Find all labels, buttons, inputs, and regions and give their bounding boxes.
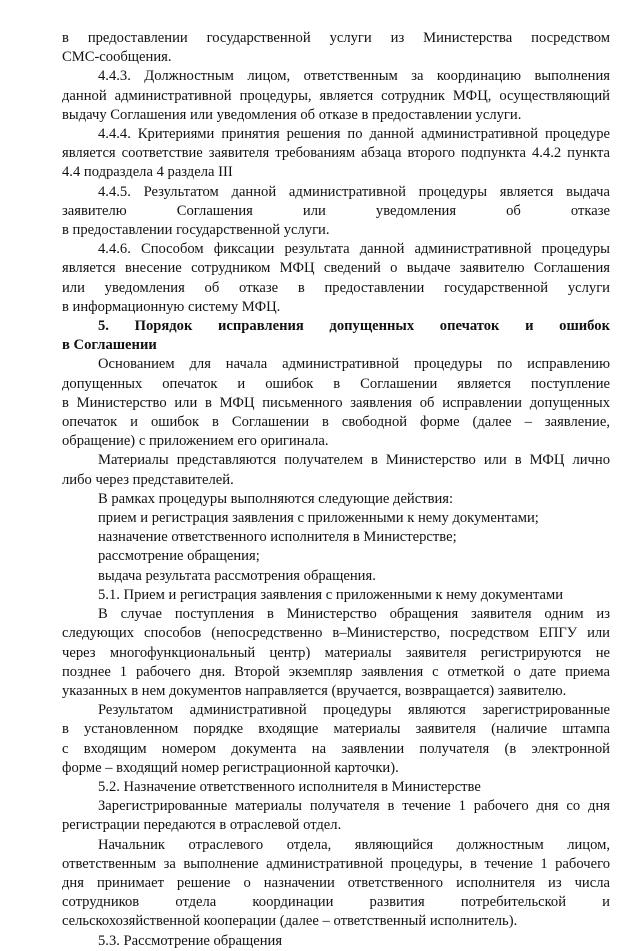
text-line: В случае поступления в Министерство обращения заявителя одним из [98,606,610,623]
text-line: является внесение сотрудником МФЦ сведений о выдаче заявителю Соглашения [62,260,610,277]
text-line: в установленном порядке входящие материалы заявителя (наличие штампа [62,721,610,738]
document-paragraph [62,932,610,951]
text-line: обращение) с приложением его оригинала. [62,433,329,450]
document-paragraph [62,29,610,67]
text-line: сельскохозяйственной кооперации (далее – ответственный исполнитель). [62,913,518,930]
document-paragraph [62,547,610,566]
document-paragraph [62,490,610,509]
text-line: 4.4 подраздела 4 раздела III [62,164,233,181]
text-line: сотрудников отдела координации развития потребительской и [62,894,610,911]
text-line: 4.4.6. Способом фиксации результата данной административной процедуры [98,241,610,258]
document-paragraph [62,567,610,586]
document-paragraph [62,509,610,528]
text-line: Начальник отраслевого отдела, являющийся должностным лицом, [98,836,610,853]
text-line: в Соглашении [62,337,157,354]
text-line: 5.3. Рассмотрение обращения [98,932,283,949]
document-paragraph [62,183,610,241]
text-line: следующих способов (непосредственно в–Министерство, посредством ЕПГУ или [62,625,610,642]
text-line: 4.4.5. Результатом данной административной процедуры является выдача [98,183,610,200]
text-line: в предоставлении государственной услуги. [62,222,330,239]
text-line: Зарегистрированные материалы получателя в течение 1 рабочего дня со дня [98,798,610,815]
text-line: Материалы представляются получателем в Министерство или в МФЦ лично [98,452,610,469]
text-line: 4.4.4. Критериями принятия решения по данной административной процедуре [98,126,610,143]
text-line: прием и регистрация заявления с приложенными к нему документами; [98,510,539,527]
section-heading [62,317,610,355]
text-line: опечаток и ошибок в Соглашении в свободной форме (далее – заявление, [62,414,610,431]
text-line: 5.2. Назначение ответственного исполнителя в Министерстве [98,778,481,795]
text-line: 4.4.3. Должностным лицом, ответственным за координацию выполнения [98,68,610,85]
text-line: выдачу Соглашения или уведомления об отказе в предоставлении услуги. [62,106,522,123]
text-line: в Министерство или в МФЦ письменного заявления об исправлении допущенных [62,394,610,411]
text-line: через многофункциональный центр) материалы заявителя регистрируются не [62,644,610,661]
document-paragraph [62,67,610,125]
text-line: назначение ответственного исполнителя в Министерстве; [98,529,457,546]
text-line: с входящим номером документа на заявлении получателя (в электронной [62,740,610,757]
text-line: допущенных опечаток и ошибок в Соглашении является поступление [62,375,610,392]
text-line: либо через представителей. [62,471,234,488]
text-line: данной административной процедуры, является сотрудник МФЦ, осуществляющий [62,87,610,104]
text-line: выдача результата рассмотрения обращения. [98,567,376,584]
document-paragraph [62,125,610,183]
text-line: рассмотрение обращения; [98,548,260,565]
document-paragraph [62,836,610,932]
document-paragraph [62,605,610,701]
text-line: дня принимает решение о назначении ответственного исполнителя из числа [62,874,610,891]
text-line: в предоставлении государственной услуги из Министерства посредством [62,30,610,46]
text-line: или уведомления об отказе в предоставлении государственной услуги [62,279,610,296]
document-paragraph [62,797,610,835]
text-line: является соответствие заявителя требованиям абзаца второго подпункта 4.4.2 пункта [62,145,610,162]
document-paragraph [62,701,610,778]
text-line: в информационную систему МФЦ. [62,298,281,315]
text-line: указанных в нем документов направляется (вручается, возвращается) заявителю. [62,682,567,699]
text-line: СМС-сообщения. [62,49,172,66]
text-line: Основанием для начала административной процедуры по исправлению [98,356,610,373]
document-paragraph [62,451,610,489]
document-paragraph [62,586,610,605]
document-paragraph [62,240,610,317]
text-line: регистрации передаются в отраслевой отдел. [62,817,342,834]
text-line: форме – входящий номер регистрационной карточки). [62,759,399,776]
text-line: позднее 1 рабочего дня. Второй экземпляр заявления с отметкой о дате приема [62,663,610,680]
text-line: 5.1. Прием и регистрация заявления с приложенными к нему документами [98,586,564,603]
text-line: ответственным за выполнение административной процедуры, в течение 1 рабочего [62,855,610,872]
document-paragraph [62,778,610,797]
text-line: Результатом административной процедуры являются зарегистрированные [98,702,610,719]
text-line: В рамках процедуры выполняются следующие действия: [98,490,454,507]
document-paragraph [62,528,610,547]
text-line: заявителю Соглашения или уведомления об отказе [62,202,610,219]
text-line: 5. Порядок исправления допущенных опечаток и ошибок [98,318,610,335]
document-paragraph [62,355,610,451]
